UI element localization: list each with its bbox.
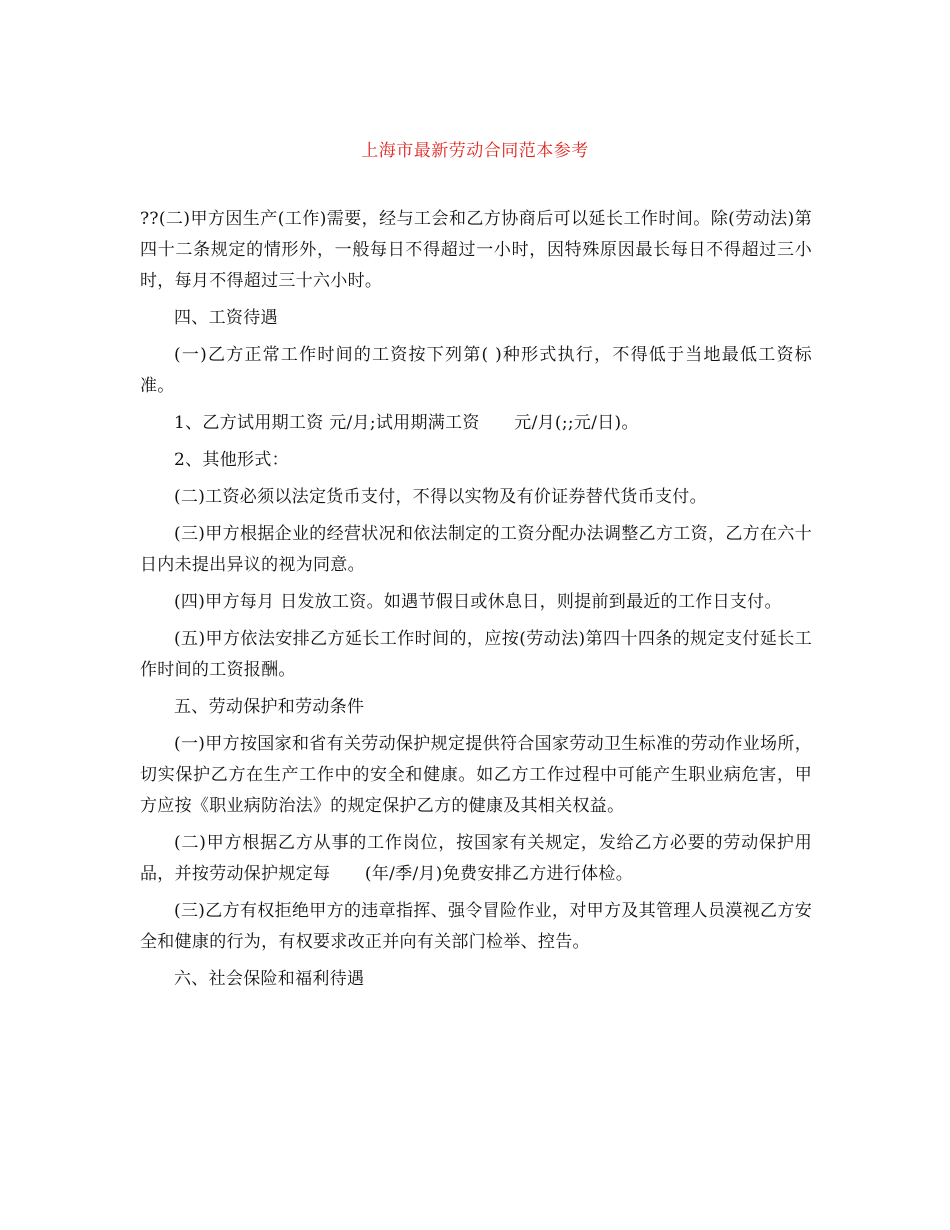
paragraph: (三)乙方有权拒绝甲方的违章指挥、强令冒险作业，对甲方及其管理人员漠视乙方安全和健康的行为，有权要求改正并向有关部门检举、控告。 xyxy=(140,901,812,952)
paragraph: (二)甲方根据乙方从事的工作岗位，按国家有关规定，发给乙方必要的劳动保护用品，并按劳动保护规定每 (年/季/月)免费安排乙方进行体检。 xyxy=(140,833,812,884)
paragraph: (一)乙方正常工作时间的工资按下列第( )种形式执行，不得低于当地最低工资标准。 xyxy=(140,345,812,396)
paragraph: ??(二)甲方因生产(工作)需要，经与工会和乙方协商后可以延长工作时间。除(劳动法)第四十二条规定的情形外，一般每日不得超过一小时，因特殊原因最长每日不得超过三小时，每月不得超过三十六小时。 xyxy=(140,209,812,291)
document-body xyxy=(140,204,812,1001)
section-heading: 四、工资待遇 xyxy=(174,308,278,328)
document-title: 上海市最新劳动合同范本参考 xyxy=(361,141,589,161)
paragraph: 1、乙方试用期工资 元/月;试用期满工资 元/月(;;元/日)。 xyxy=(174,413,639,433)
section-heading: 六、社会保险和福利待遇 xyxy=(174,969,365,989)
paragraph: (一)甲方按国家和省有关劳动保护规定提供符合国家劳动卫生标准的劳动作业场所，切实保护乙方在生产工作中的安全和健康。如乙方工作过程中可能产生职业病危害，甲方应按《职业病防治法》的规定保护乙方的健康及其相关权益。 xyxy=(140,734,812,816)
paragraph: (二)工资必须以法定货币支付，不得以实物及有价证券替代货币支付。 xyxy=(174,487,707,507)
paragraph: (四)甲方每月 日发放工资。如遇节假日或休息日，则提前到最近的工作日支付。 xyxy=(174,592,782,612)
paragraph: (五)甲方依法安排乙方延长工作时间的，应按(劳动法)第四十四条的规定支付延长工作时间的工资报酬。 xyxy=(140,629,812,680)
paragraph: (三)甲方根据企业的经营状况和依法制定的工资分配办法调整乙方工资，乙方在六十日内未提出异议的视为同意。 xyxy=(140,524,812,575)
paragraph: 2、其他形式： xyxy=(174,450,289,470)
section-heading: 五、劳动保护和劳动条件 xyxy=(174,697,365,717)
